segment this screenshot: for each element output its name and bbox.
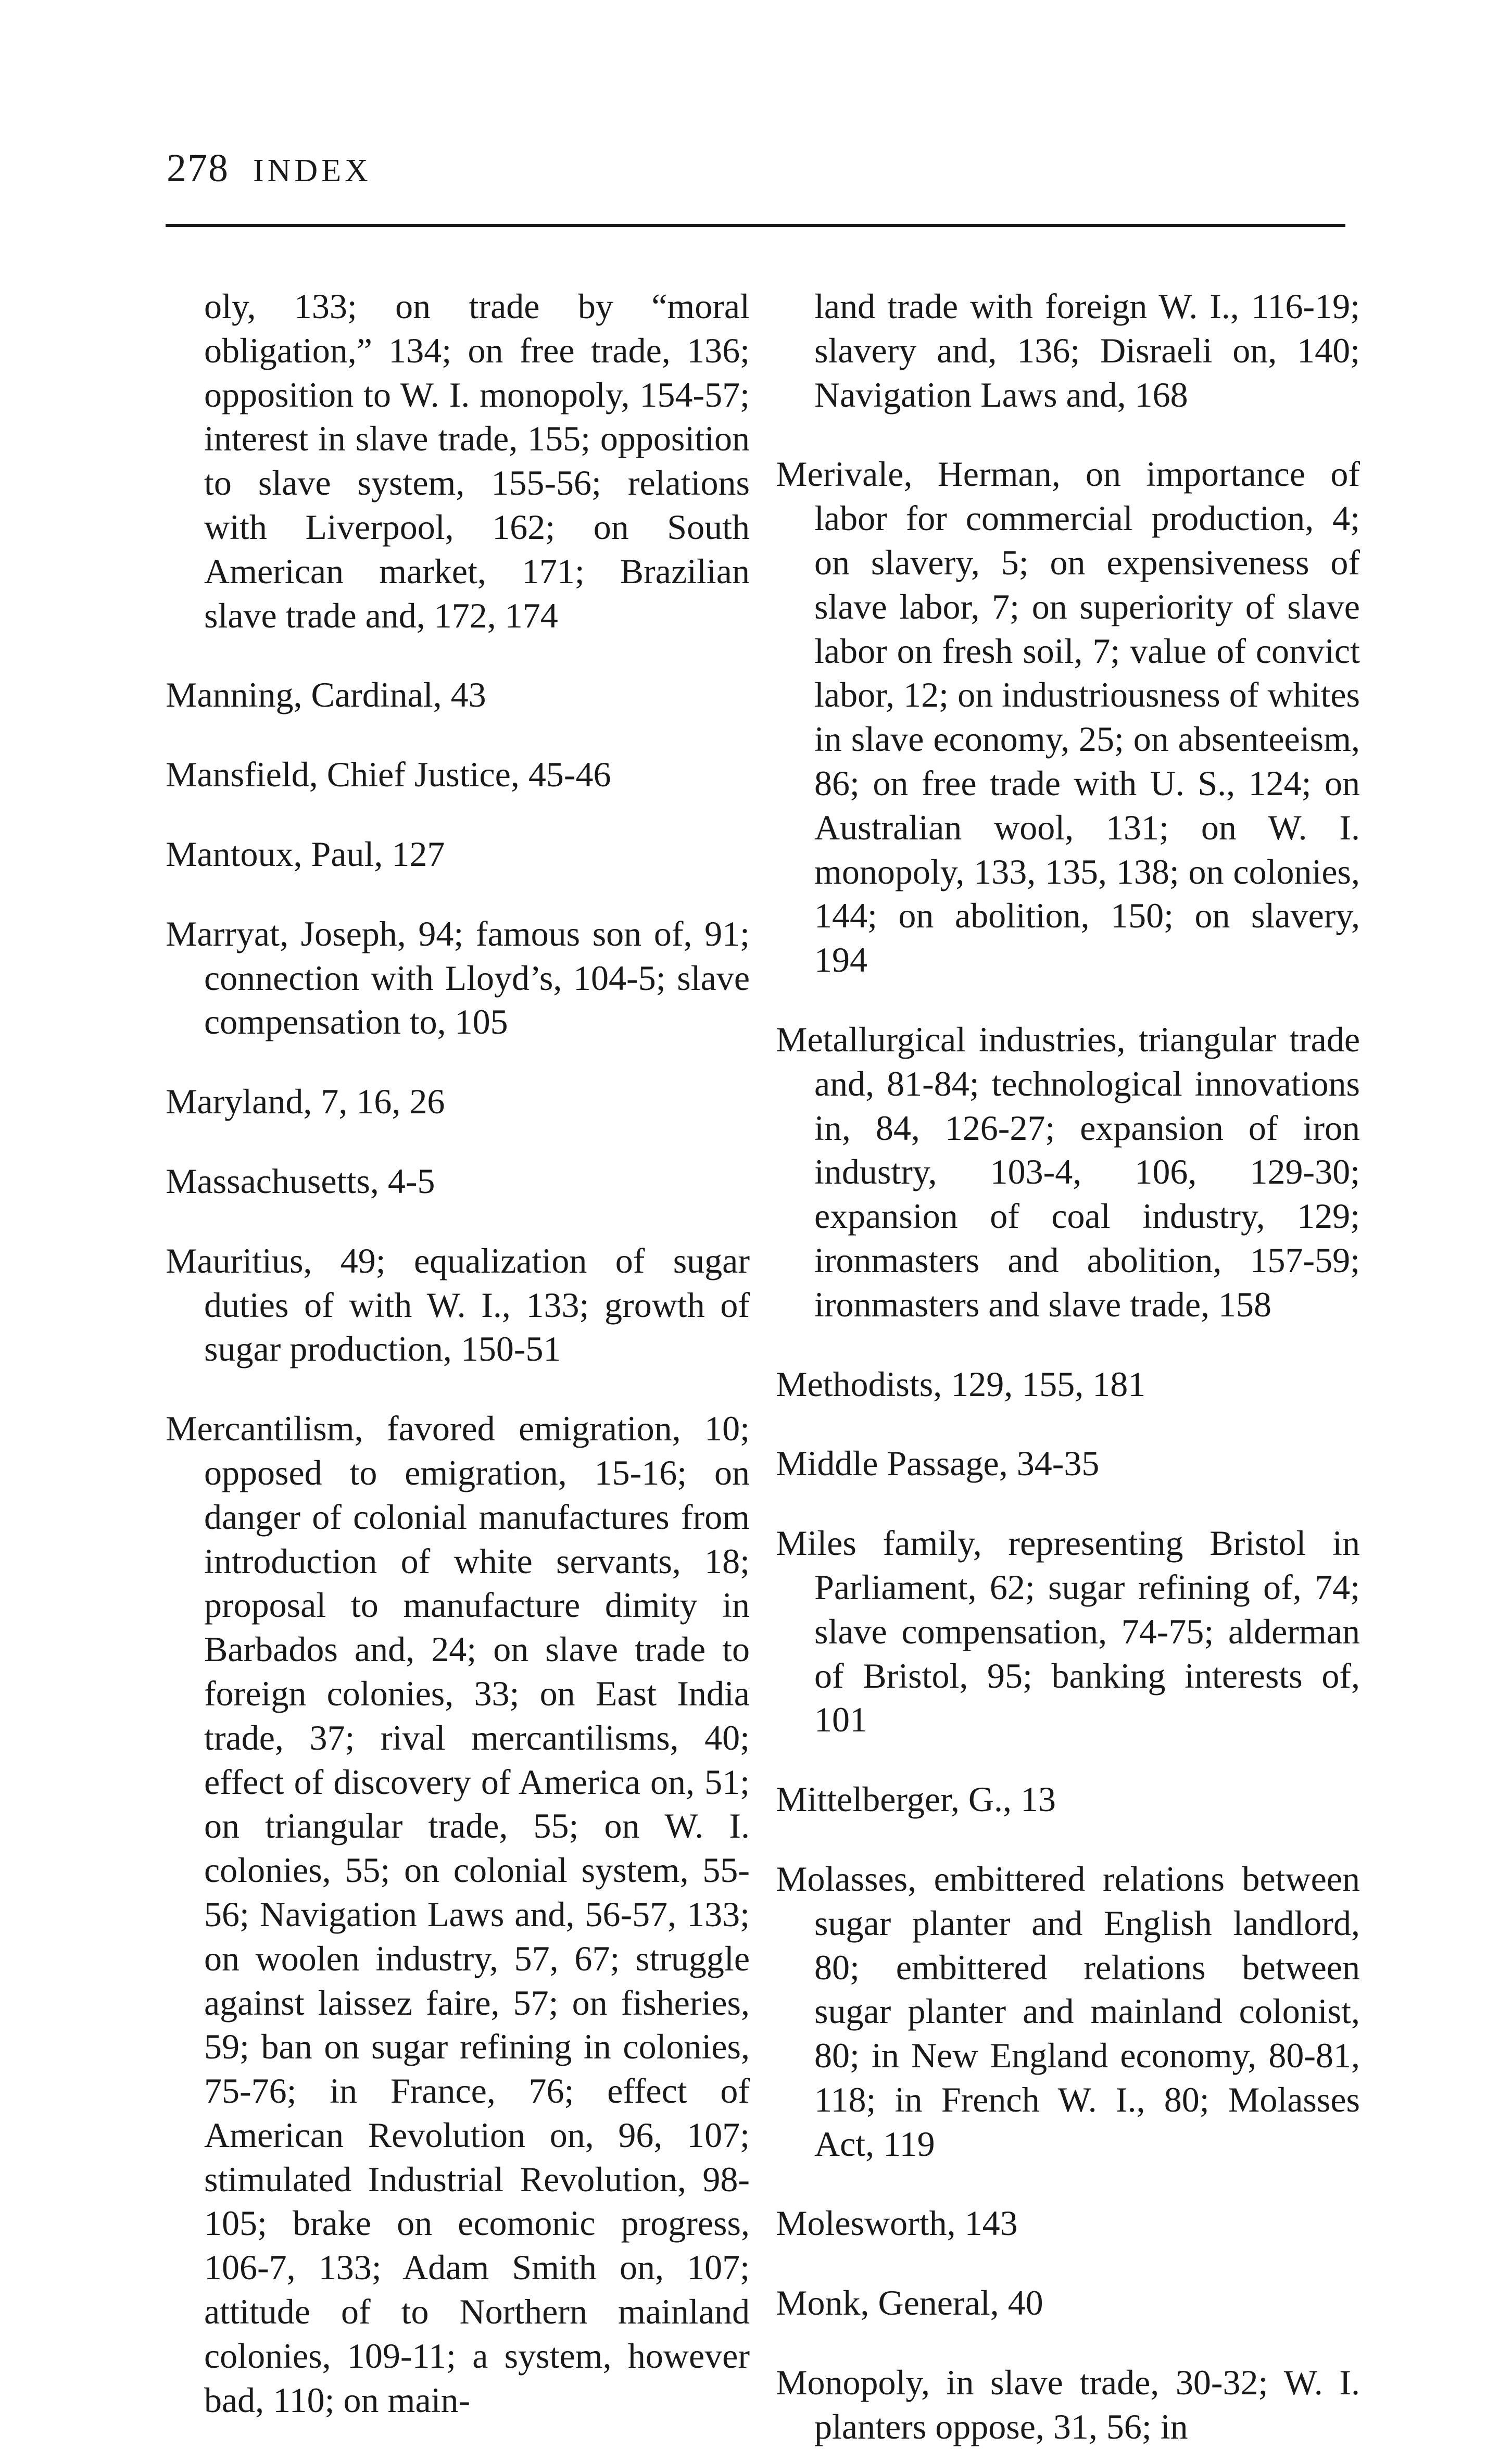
index-entry: Merivale, Herman, on importance of labor for commercial production, 4; on slavery, 5; on expensiveness of slave labor, 7; on superiority of slave labor on fresh soil, 7; value of convict labor, 12; on industriousness of whites in slave economy, 25; on absenteeism, 86; on free trade with U. S., 124; on Australian wool, 131; on W. I. monopoly, 133, 135, 138; on colonies, 144; on abolition, 150; on slavery, 194: [776, 454, 1360, 980]
index-entry: Mercantilism, favored emigration, 10; opposed to emigration, 15-16; on danger of colonial manufactures from introduction of white servants, 18; proposal to manufacture dimity in Barbados and, 24; on slave trade to foreign colonies, 33; on East India trade, 37; rival mercantilisms, 40; effect of discovery of America on, 51; on triangular trade, 55; on W. I. colonies, 55; on colonial system, 55-56; Navigation Laws and, 56-57, 133; on woolen industry, 57, 67; struggle against laissez faire, 57; on fisheries, 59; ban on sugar refining in colonies, 75-76; in France, 76; effect of American Revolution on, 96, 107; stimulated Industrial Revolution, 98-105; brake on ecomonic progress, 106-7, 133; Adam Smith on, 107; attitude of to Northern mainland colonies, 109-11; a system, however bad, 110; on main-: [166, 1409, 750, 2420]
index-entry: Massachusetts, 4-5: [166, 1161, 435, 1201]
index-entry: Molasses, embittered relations between sugar planter and English landlord, 80; embittered relations between sugar planter and mainland colonist, 80; in New England economy, 80-81, 118; in French W. I., 80; Molasses Act, 119: [776, 1858, 1360, 2164]
index-entry: Manning, Cardinal, 43: [166, 675, 486, 715]
index-entry: Maryland, 7, 16, 26: [166, 1082, 445, 1122]
index-column-right: [776, 249, 1360, 2446]
index-entry: Mauritius, 49; equalization of sugar duties of with W. I., 133; growth of sugar production, 150-51: [166, 1240, 750, 1369]
index-entry-continued: land trade with foreign W. I., 116-19; slavery and, 136; Disraeli on, 140; Navigation Laws and, 168: [814, 286, 1360, 415]
page-header: [167, 146, 372, 198]
page-number: 278: [167, 146, 229, 190]
index-entry: Mansfield, Chief Justice, 45-46: [166, 755, 611, 795]
index-entry: Marryat, Joseph, 94; famous son of, 91; connection with Lloyd’s, 104-5; slave compensation to, 105: [166, 913, 750, 1042]
index-entry: Monk, General, 40: [776, 2283, 1043, 2323]
index-entry: Mittelberger, G., 13: [776, 1779, 1056, 1819]
index-entry: Middle Passage, 34-35: [776, 1443, 1100, 1484]
index-entry: Mantoux, Paul, 127: [166, 834, 445, 874]
index-entry: Methodists, 129, 155, 181: [776, 1364, 1146, 1404]
index-column-left: [166, 249, 750, 2420]
header-rule: [166, 224, 1345, 227]
index-entry: Metallurgical industries, triangular trade and, 81-84; technological innovations in, 84, 126-27; expansion of iron industry, 103-4, 106, 129-30; expansion of coal industry, 129; ironmasters and abolition, 157-59; ironmasters and slave trade, 158: [776, 1019, 1360, 1324]
index-entry: Monopoly, in slave trade, 30-32; W. I. planters oppose, 31, 56; in: [776, 2363, 1360, 2446]
index-entry: Molesworth, 143: [776, 2203, 1018, 2243]
index-entry: Miles family, representing Bristol in Parliament, 62; sugar refining of, 74; slave compensation, 74-75; alderman of Bristol, 95; banking interests of, 101: [776, 1523, 1360, 1740]
running-head: INDEX: [253, 153, 372, 189]
index-entry-continued: oly, 133; on trade by “moral obligation,” 134; on free trade, 136; opposition to W. I. monopoly, 154-57; interest in slave trade, 155; opposition to slave system, 155-56; relations with Liverpool, 162; on South American market, 171; Brazilian slave trade and, 172, 174: [204, 286, 750, 635]
